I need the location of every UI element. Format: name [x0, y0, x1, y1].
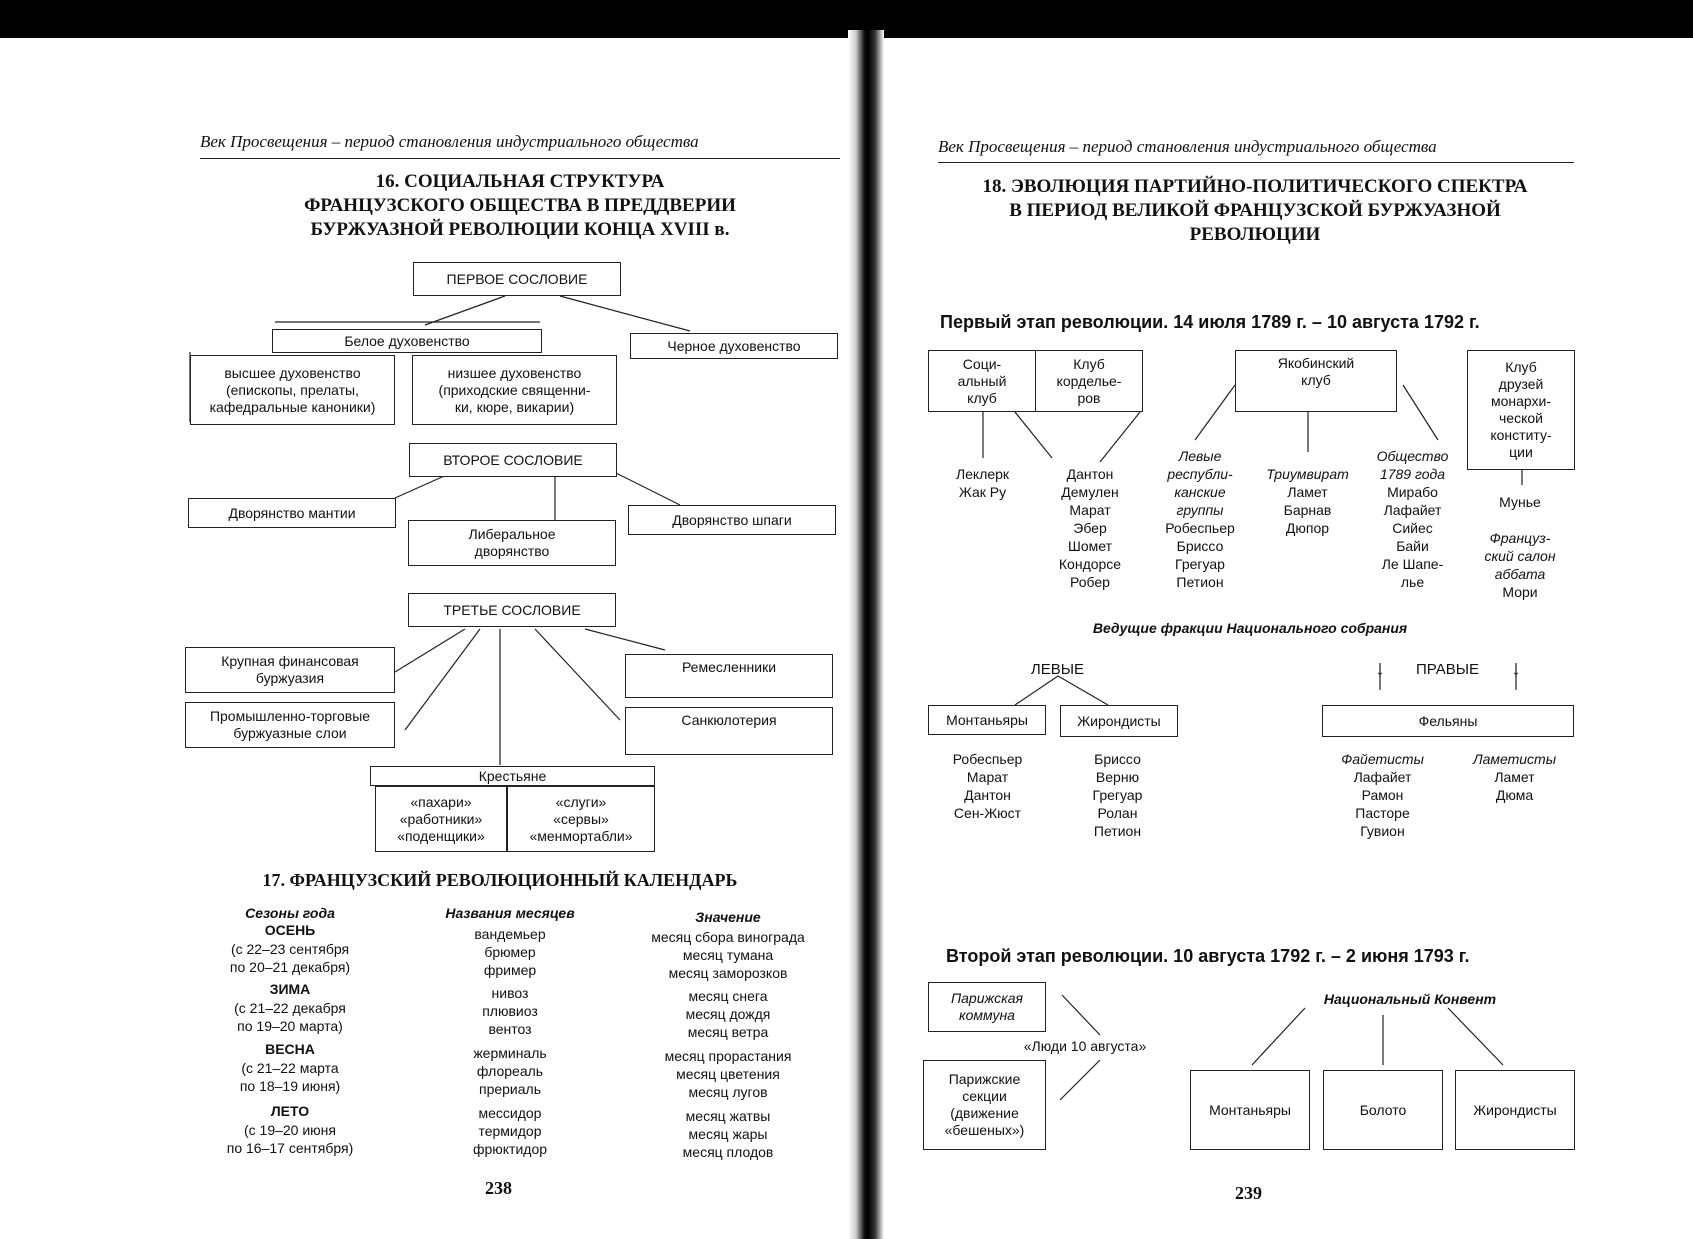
feuillants-box: Фельяны	[1322, 705, 1574, 737]
left-faction-label: ЛЕВЫЕ	[1030, 661, 1085, 678]
higher-clergy-box: высшее духовенство (епископы, прелаты, кафедральные каноники)	[190, 355, 395, 425]
month-meaning: месяц дождя	[685, 1006, 771, 1022]
left-republicans-names: Робеспьер Бриссо Грегуар Петион	[1165, 520, 1235, 590]
section18-title-line3: РЕВОЛЮЦИИ	[1189, 224, 1321, 245]
danton-group-names: Дантон Демулен Марат Эбер Шомет Кондорсе Робер	[1058, 466, 1122, 590]
factions-heading: Ведущие фракции Национального собрания	[1092, 620, 1408, 636]
running-header-left: Век Просвещения – период становления индустриального общества	[200, 132, 699, 151]
section18-title	[930, 175, 1580, 247]
salon-name: Мори	[1502, 584, 1538, 600]
cordeliers-club-box: Клуб кордельe- ров	[1035, 350, 1143, 412]
robe-nobility-box: Дворянство мантии	[188, 498, 396, 528]
month-meaning: месяц ветра	[687, 1024, 769, 1040]
people-aug10-label: «Люди 10 августа»	[1023, 1038, 1147, 1054]
monarchy-club-box: Клуб друзей монархи- ческой конститу- ции	[1467, 350, 1575, 470]
season-name: ЗИМА	[269, 981, 311, 997]
month-name: прериаль	[478, 1081, 541, 1097]
triumvirate-names: Ламет Барнав Дюпор	[1283, 484, 1332, 536]
season-name: ЛЕТО	[270, 1103, 310, 1119]
society1789-names: Мирабо Лафайет Сийес Байи Ле Шапе- лье	[1381, 484, 1444, 590]
section16-title-line2: ФРАНЦУЗСКОГО ОБЩЕСТВА В ПРЕДДВЕРИИ	[304, 195, 736, 216]
month-meaning: месяц заморозков	[668, 965, 788, 981]
page-number-left: 238	[485, 1178, 512, 1198]
right-faction-label: ПРАВЫЕ	[1415, 661, 1480, 678]
lamethists-title: Ламетисты	[1472, 751, 1557, 767]
stage2-heading: Второй этап революции. 10 августа 1792 г. – 2 июня 1793 г.	[946, 946, 1470, 966]
peasants-box: Крестьяне	[370, 766, 655, 786]
month-meaning: месяц цветения	[676, 1066, 780, 1082]
black-clergy-box: Черное духовенство	[630, 333, 838, 359]
month-name: вандемьер	[474, 926, 546, 942]
month-meaning: месяц тумана	[682, 947, 774, 963]
month-name: вентоз	[488, 1021, 532, 1037]
season-dates: (с 21–22 марта по 18–19 июня)	[239, 1060, 341, 1094]
paris-sections-box	[923, 1060, 1046, 1150]
peasants-left-box: «пахари» «работники» «поденщики»	[375, 786, 507, 852]
second-estate-box: ВТОРОЕ СОСЛОВИЕ	[409, 443, 617, 477]
artisans-box: Ремесленники	[625, 654, 833, 698]
stage1-heading: Первый этап революции. 14 июля 1789 г. – 10 августа 1792 г.	[940, 312, 1480, 332]
peasants-right-box: «слуги» «сервы» «менмортабли»	[507, 786, 655, 852]
month-meaning: месяц прорастания	[664, 1048, 792, 1064]
convention-heading: Национальный Конвент	[1323, 991, 1497, 1007]
big-bourgeoisie-box: Крупная финансовая буржуазия	[185, 647, 395, 693]
convention-marsh-box: Болото	[1323, 1070, 1443, 1150]
montagnard-names: Робеспьер Марат Дантон Сен-Жюст	[952, 751, 1023, 821]
month-name: фрюктидор	[472, 1141, 548, 1157]
left-republicans-title: Левые республи- канские группы	[1167, 448, 1233, 518]
month-meaning: месяц плодов	[682, 1144, 774, 1160]
society1789-title: Общество 1789 года	[1376, 448, 1449, 482]
salon-title: Француз- ский салон аббата	[1484, 530, 1556, 582]
season-dates: (с 21–22 декабря по 19–20 марта)	[234, 1000, 346, 1034]
sword-nobility-box: Дворянство шпаги	[628, 505, 836, 535]
section18-title-line1: 18. ЭВОЛЮЦИЯ ПАРТИЙНО-ПОЛИТИЧЕСКОГО СПЕКТРА	[982, 176, 1528, 197]
convention-montagnards-box: Монтаньяры	[1190, 1070, 1310, 1150]
page-number-right: 239	[1235, 1183, 1262, 1203]
section18-title-line2: В ПЕРИОД ВЕЛИКОЙ ФРАНЦУЗСКОЙ БУРЖУАЗНОЙ	[1009, 200, 1501, 221]
section16-title-line1: 16. СОЦИАЛЬНАЯ СТРУКТУРА	[375, 171, 665, 192]
month-name: жерминаль	[473, 1045, 547, 1061]
calendar-header-months: Названия месяцев	[445, 905, 575, 921]
paris-sections-label: Парижские секции (движение «бешеных»)	[944, 1071, 1025, 1138]
month-meaning: месяц сбора винограда	[651, 929, 805, 945]
header-rule-right	[938, 162, 1574, 163]
convention-girondins-box: Жирондисты	[1455, 1070, 1575, 1150]
social-club-box: Соци- альный клуб	[928, 350, 1036, 412]
first-estate-box: ПЕРВОЕ СОСЛОВИЕ	[413, 262, 621, 296]
fayettists-names: Лафайет Рамон Пасторе Гувион	[1353, 769, 1412, 839]
sansculottes-box: Санкюлотерия	[625, 707, 833, 755]
girondin-names: Бриссо Верню Грегуар Ролан Петион	[1092, 751, 1143, 839]
month-name: нивоз	[491, 985, 529, 1001]
leclerc-names: Леклерк Жак Ру	[955, 466, 1010, 500]
calendar-header-seasons: Сезоны года	[245, 905, 335, 921]
month-meaning: месяц снега	[688, 988, 768, 1004]
lamethists-names: Ламет Дюма	[1494, 769, 1535, 803]
month-name: термидор	[478, 1123, 542, 1139]
month-name: флореаль	[476, 1063, 544, 1079]
arrow-down-icon: ↓	[1375, 659, 1385, 679]
girondins-box: Жирондисты	[1060, 705, 1178, 737]
arrow-down-icon: ↓	[1511, 659, 1521, 679]
month-meaning: месяц жары	[688, 1126, 768, 1142]
month-meaning: месяц жатвы	[685, 1108, 771, 1124]
month-name: фример	[483, 962, 537, 978]
mounier-name: Мунье	[1499, 494, 1541, 510]
month-name: мессидор	[478, 1105, 542, 1121]
running-header-right: Век Просвещения – период становления индустриального общества	[938, 137, 1437, 156]
white-clergy-box: Белое духовенство	[272, 329, 542, 353]
industrial-bourgeoisie-box: Промышленно-торговые буржуазные слои	[185, 702, 395, 748]
season-dates: (с 19–20 июня по 16–17 сентября)	[226, 1122, 354, 1156]
jacobin-club-box: Якобинский клуб	[1235, 350, 1397, 412]
season-dates: (с 22–23 сентября по 20–21 декабря)	[229, 941, 351, 975]
season-name: ОСЕНЬ	[264, 922, 316, 938]
montagnards-box: Монтаньяры	[928, 705, 1046, 735]
triumvirate-title: Триумвират	[1266, 466, 1349, 482]
section16-title	[240, 170, 800, 242]
liberal-nobility-box: Либеральное дворянство	[408, 520, 616, 566]
calendar-header-meaning: Значение	[695, 909, 761, 925]
third-estate-box: ТРЕТЬЕ СОСЛОВИЕ	[408, 593, 616, 627]
month-name: брюмер	[484, 944, 536, 960]
lower-clergy-box: низшее духовенство (приходские священни- ки, кюре, викарии)	[412, 355, 617, 425]
month-name: плювиоз	[482, 1003, 538, 1019]
month-meaning: месяц лугов	[688, 1084, 768, 1100]
header-rule-left	[200, 158, 840, 159]
section16-title-line3: БУРЖУАЗНОЙ РЕВОЛЮЦИИ КОНЦА XVIII в.	[310, 219, 730, 240]
fayettists-title: Файетисты	[1341, 751, 1424, 767]
paris-commune-box: Парижская коммуна	[928, 982, 1046, 1032]
season-name: ВЕСНА	[265, 1041, 315, 1057]
section17-title: 17. ФРАНЦУЗСКИЙ РЕВОЛЮЦИОННЫЙ КАЛЕНДАРЬ	[262, 870, 738, 890]
